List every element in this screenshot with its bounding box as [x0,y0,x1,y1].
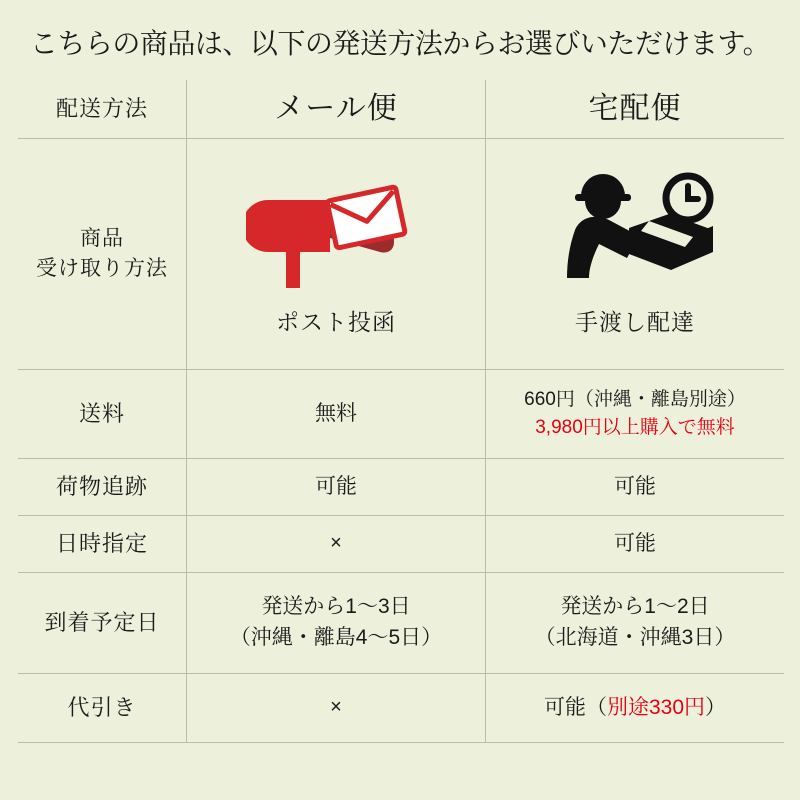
table-row-eta [18,573,784,674]
row-label-eta: 到着予定日 [18,573,187,674]
cell-home-tracking: 可能 [486,459,785,516]
table-row-receive-method [18,139,784,370]
row-label-tracking: 荷物追跡 [18,459,187,516]
page-title: こちらの商品は、以下の発送方法からお選びいただけます。 [29,28,771,59]
cell-home-datetime: 可能 [486,516,785,573]
row-label-line2: 受け取り方法 [36,257,168,280]
row-label-cod: 代引き [18,674,187,743]
cell-home-cod [486,674,785,743]
cell-mail-fee: 無料 [187,370,486,459]
header-home-delivery: 宅配便 [486,80,785,139]
mail-eta-line1: 発送から1〜3日 [261,595,411,619]
mailbox-icon [246,170,426,290]
cell-home-receive [486,139,785,370]
row-label-shipping-fee: 送料 [18,370,187,459]
table-row-datetime-specify [18,516,784,573]
cell-mail-datetime: × [187,516,486,573]
cell-home-eta [486,573,785,674]
cell-mail-eta [187,573,486,674]
home-fee-base: 660円（沖縄・離島別途） [524,388,746,410]
header-mail-service: メール便 [187,80,486,139]
table-row-shipping-fee [18,370,784,459]
mail-receive-caption: ポスト投函 [276,309,396,336]
row-label-receive-method [18,139,187,370]
home-eta-line2: （北海道・沖縄3日） [534,626,736,649]
shipping-comparison-table [18,80,784,743]
cell-mail-tracking: 可能 [187,459,486,516]
row-label-line1: 商品 [80,226,124,250]
row-label-datetime-specify: 日時指定 [18,516,187,573]
home-receive-caption: 手渡し配達 [575,309,695,336]
home-cod-prefix: 可能（ [543,695,607,719]
table-row-cash-on-delivery [18,674,784,743]
home-cod-suffix: ） [705,695,727,719]
table-header-row [18,80,784,139]
header-label-delivery-method: 配送方法 [18,80,187,139]
table-row-tracking [18,459,784,516]
cell-mail-cod: × [187,674,486,743]
delivery-person-icon [545,170,725,290]
cell-mail-receive [187,139,486,370]
home-eta-line1: 発送から1〜2日 [560,595,710,619]
mail-eta-line2: （沖縄・離島4〜5日） [229,626,443,649]
home-cod-fee: 別途330円 [606,695,706,719]
home-fee-free-condition: 3,980円以上購入で無料 [535,417,735,438]
cell-home-fee [486,370,785,459]
